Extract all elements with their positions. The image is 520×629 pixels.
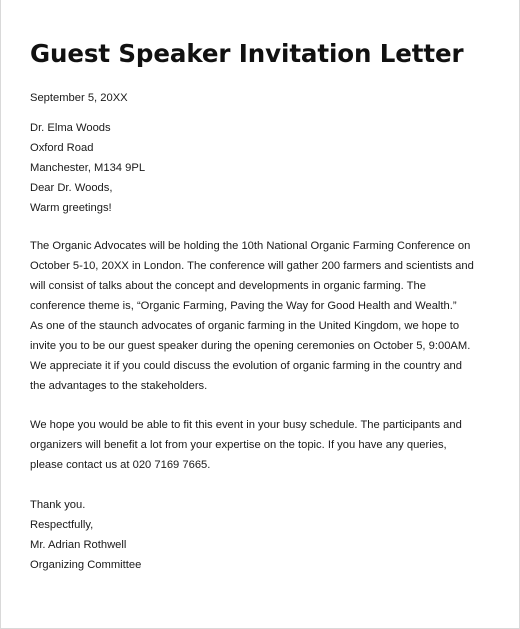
- letter-date: September 5, 20XX: [30, 92, 128, 104]
- signer-name: Mr. Adrian Rothwell: [30, 539, 127, 551]
- letter-content: [30, 36, 510, 575]
- paragraph-line: October 5-10, 20XX in London. The conference will gather 200 farmers and scientists and: [30, 260, 474, 272]
- recipient-city: Manchester, M134 9PL: [30, 162, 146, 174]
- paragraph-line: The Organic Advocates will be holding the 10th National Organic Farming Conference on: [30, 240, 471, 252]
- paragraph-line: invite you to be our guest speaker during the opening ceremonies on October 5, 9:00AM.: [30, 340, 471, 352]
- paragraph-line: We hope you would be able to fit this event in your busy schedule. The participants and: [30, 419, 462, 431]
- recipient-name: Dr. Elma Woods: [30, 122, 111, 134]
- paragraph-line: will consist of talks about the concept and developments in organic farming. The: [30, 280, 426, 292]
- paragraph-line: organizers will benefit a lot from your expertise on the topic. If you have any queries,: [30, 439, 447, 451]
- body-paragraph-1: [30, 236, 510, 396]
- recipient-street: Oxford Road: [30, 142, 94, 154]
- closing-signoff: Respectfully,: [30, 519, 94, 531]
- closing-thanks: Thank you.: [30, 499, 86, 511]
- document-title: Guest Speaker Invitation Letter: [30, 39, 464, 68]
- paragraph-line: please contact us at 020 7169 7665.: [30, 459, 211, 471]
- letter-closing: [30, 495, 510, 575]
- salutation: Dear Dr. Woods,: [30, 182, 113, 194]
- paragraph-line: As one of the staunch advocates of organic farming in the United Kingdom, we hope to: [30, 320, 460, 332]
- body-paragraph-2: [30, 415, 510, 475]
- recipient-address: [30, 118, 510, 218]
- signer-organization: Organizing Committee: [30, 559, 142, 571]
- greeting: Warm greetings!: [30, 202, 112, 214]
- paragraph-line: the advantages to the stakeholders.: [30, 380, 208, 392]
- paragraph-line: conference theme is, “Organic Farming, Paving the Way for Good Health and Wealth.”: [30, 300, 457, 312]
- paragraph-line: We appreciate it if you could discuss the evolution of organic farming in the country and: [30, 360, 462, 372]
